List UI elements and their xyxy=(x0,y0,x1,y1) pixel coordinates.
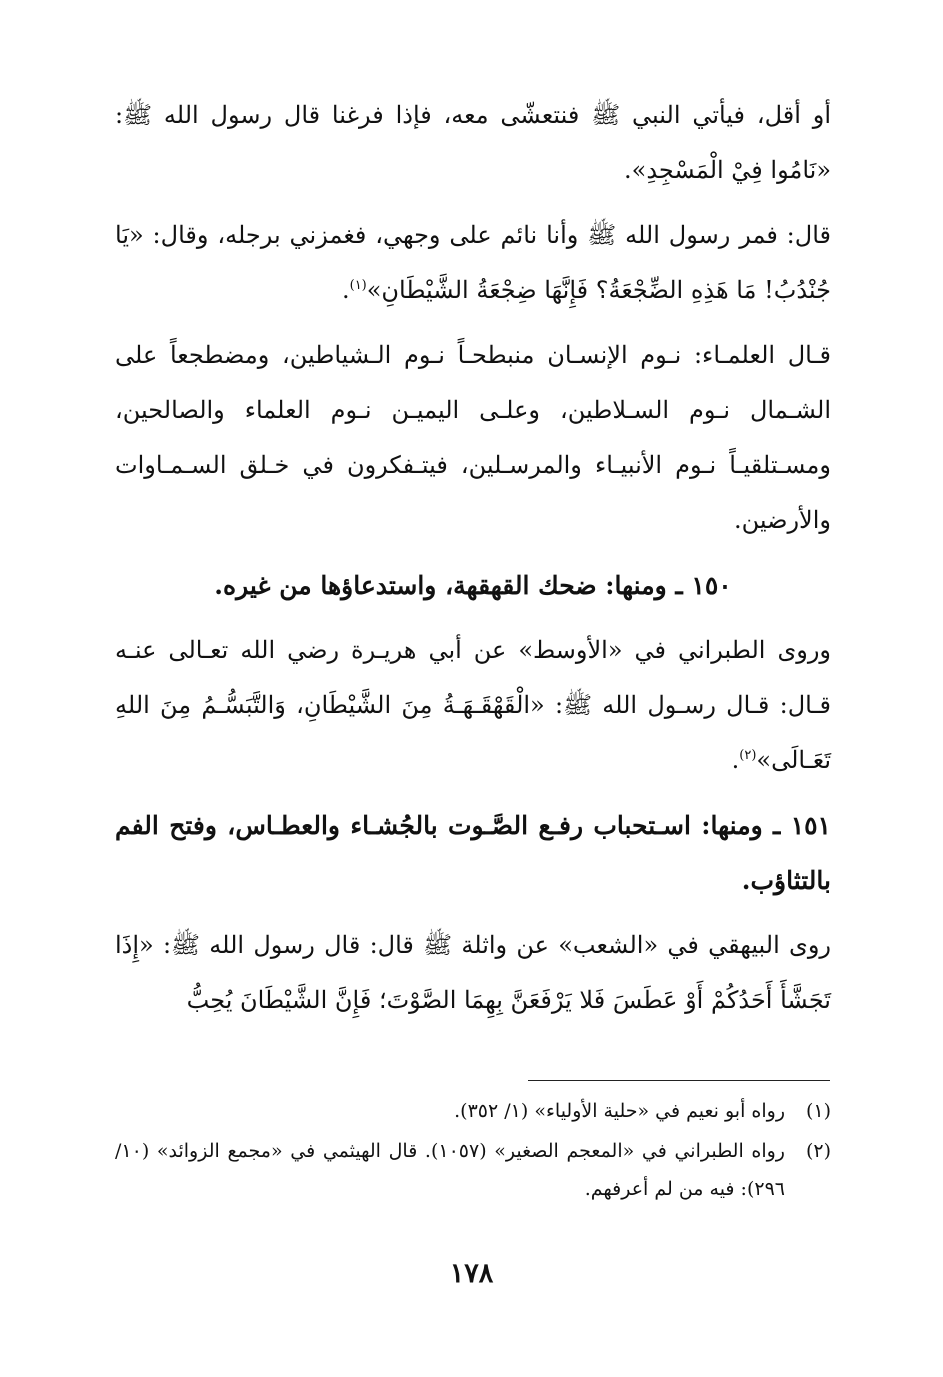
paragraph-2-period: . xyxy=(341,276,350,304)
heading-150-text: ١٥٠ ـ ومنها: ضحك القهقهة، واستدعاؤها من غيره. xyxy=(214,571,732,600)
paragraph-7-text: روى البيهقي في «الشعب» عن واثلة ﷺ قال: قال رسول الله ﷺ: «إِذَا تَجَشَّأَ أَحَدُكُمْ أَوْ عَطَسَ فَلا يَرْفَعَنَّ بِهِمَا الصَّوْتَ؛ فَإِنَّ الشَّيْطَانَ يُحِبُّ xyxy=(115,931,831,1014)
paragraph-2 xyxy=(115,208,831,318)
footnote-1-text: رواه أبو نعيم في «حلية الأولياء» (١/ ٣٥٢). xyxy=(454,1100,785,1122)
paragraph-3 xyxy=(115,328,831,548)
paragraph-5 xyxy=(115,623,831,788)
paragraph-1 xyxy=(115,88,831,198)
main-text xyxy=(115,88,831,1038)
paragraph-2-text: قال: فمر رسول الله ﷺ وأنا نائم على وجهي، فغمزني برجله، وقال: «يَا جُنْدُبُ! مَا هَذِهِ الضِّجْعَةُ؟ فَإِنَّهَا ضِجْعَةُ الشَّيْطَانِ» xyxy=(115,221,831,304)
paragraph-7 xyxy=(115,918,831,1028)
heading-150 xyxy=(115,558,831,613)
footnote-ref-2: (٢) xyxy=(739,748,757,763)
footnote-2 xyxy=(115,1132,831,1208)
paragraph-3-text: قـال العلمـاء: نـوم الإنسـان منبطحـاً نـوم الـشياطين، ومضطجعاً على الشـمال نـوم السـلاطين، وعلـى اليميـن نـوم العلماء والصالحين، ومسـتلقيـاً نـوم الأنبيـاء والمرسـلين، فيتـفكرون في خـلق السـمـاوات والأرضين. xyxy=(115,341,831,534)
footnote-divider xyxy=(528,1080,830,1081)
paragraph-5-text: وروى الطبراني في «الأوسط» عن أبي هريـرة رضي الله تعـالى عنـه قـال: قـال رسـول الله ﷺ: «الْقَهْقَـهَـةُ مِنَ الشَّيْطَانِ، وَالتَّبَسُّـمُ مِنَ اللهِ تَعَـالَى» xyxy=(115,636,831,774)
paragraph-1-text: أو أقل، فيأتي النبي ﷺ فنتعشّى معه، فإذا فرغنا قال رسول الله ﷺ: «نَامُوا فِيْ الْمَسْجِدِ». xyxy=(115,101,831,184)
footnote-1-number: (١) xyxy=(805,1100,831,1122)
heading-151-text: ١٥١ ـ ومنها: اسـتحباب رفـع الصَّـوت بالجُشـاء والعطـاس، وفتح الفم بالتثاؤب. xyxy=(115,811,831,895)
footnote-ref-1: (١) xyxy=(349,278,367,293)
footnote-2-number: (٢) xyxy=(805,1140,831,1162)
footnote-1 xyxy=(115,1092,831,1130)
paragraph-5-period: . xyxy=(731,746,740,774)
heading-151 xyxy=(115,798,831,908)
footnote-2-text: رواه الطبراني في «المعجم الصغير» (١٠٥٧). قال الهيثمي في «مجمع الزوائد» (١٠/ ٢٩٦): فيه من لم أعرفهم. xyxy=(115,1140,785,1200)
footnotes xyxy=(115,1092,831,1210)
page-number: ١٧٨ xyxy=(449,1258,494,1289)
